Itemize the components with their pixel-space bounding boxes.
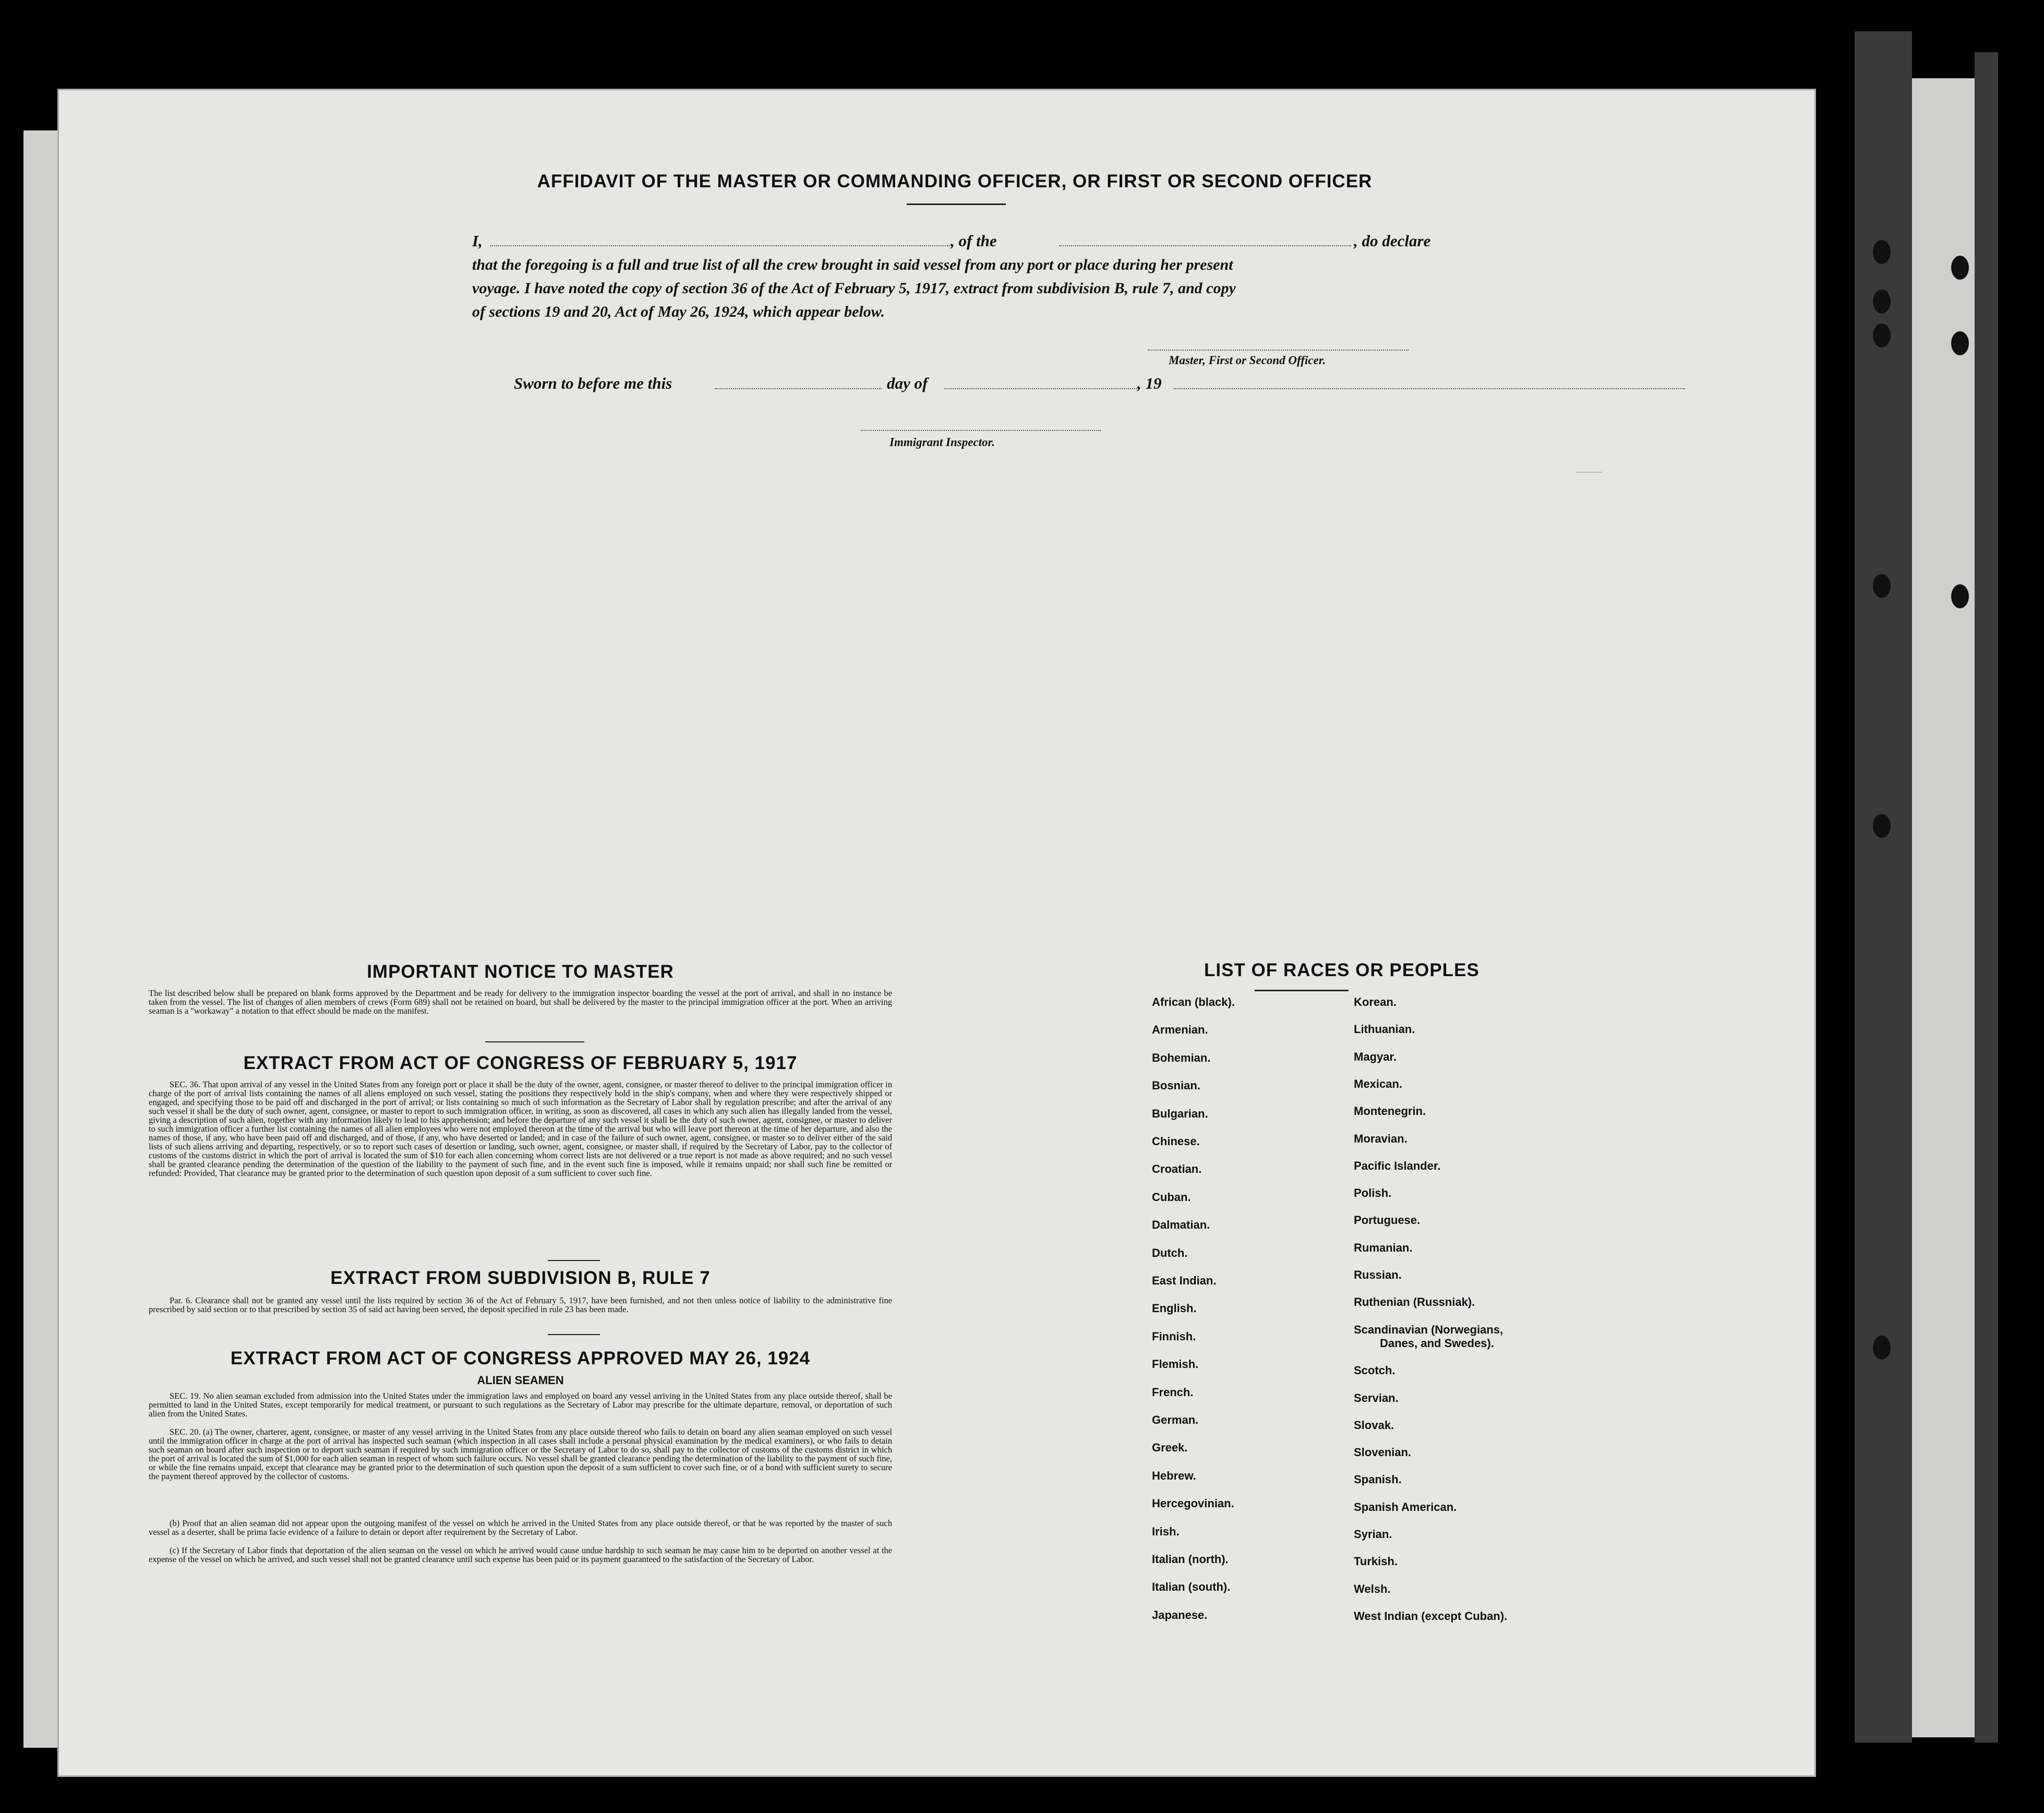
race-item: East Indian. [1152,1274,1217,1287]
affidavit-line1-i: I, [472,232,483,250]
race-item: Polish. [1354,1186,1392,1200]
race-item: Hebrew. [1152,1469,1196,1482]
race-item: Danes, and Swedes). [1380,1336,1494,1350]
race-item: African (black). [1152,995,1235,1008]
affidavit-line1-declare: , do declare [1354,232,1431,250]
sworn-year-field[interactable] [1174,387,1685,389]
race-item: German. [1152,1413,1199,1426]
sworn-day-of: day of [887,374,928,392]
race-item: French. [1152,1385,1194,1399]
race-item: Italian (north). [1152,1553,1229,1566]
race-item: Italian (south). [1152,1580,1231,1594]
inspector-signature-label: Immigrant Inspector. [889,436,995,449]
race-item: Montenegrin. [1354,1104,1426,1118]
race-item: Moravian. [1354,1132,1408,1145]
notice-title: IMPORTANT NOTICE TO MASTER [367,962,674,982]
race-item: Flemish. [1152,1358,1199,1371]
vessel-name-field[interactable] [1059,244,1351,246]
race-item: Servian. [1354,1391,1399,1404]
extract-1924-sec20a: SEC. 20. (a) The owner, charterer, agent, consignee, or master of any vessel arriving in the United States from any place outside thereof who fails to detain on board any alien seaman employed on such vessel until the immigration officer in charge at the port of arrival has inspected such seaman (which inspection in all cases shall include a personal physical examination by the medical examiners), or who fails to detain such seaman on board after such inspection or to deport such seaman if required by such immigration officer or the Secretary of Labor to do so, shall pay to the collector of customs of the customs district in which the port of arrival is located the sum of $1,000 for each alien seaman in respect of whom such failure occurs. No vessel shall be granted clearance pending the determination of the liability to the payment of such fine, or while the fine remains unpaid, except that clearance may be granted prior to the determination of such question upon the deposit of a sum sufficient to cover such fine, or of a bond with sufficient surety to secure the payment thereof approved by the collector of customs. [149,1427,892,1481]
race-item: Chinese. [1152,1135,1200,1148]
races-title-underline [1255,990,1349,991]
race-item: Cuban. [1152,1190,1191,1204]
extract-1924-sec20c: (c) If the Secretary of Labor finds that deportation of the alien seaman on the vessel on which he arrived would cause undue hardship to such seaman he may cause him to be deported on another vessel at the expense of the vessel on which he arrived, and such vessel shall not be granted clearance until such expense has been paid or its payment guaranteed to the satisfaction of the Secretary of Labor. [149,1545,892,1564]
binder-hole [1873,290,1891,314]
sworn-year-prefix: , 19 [1137,374,1162,392]
race-item: Syrian. [1354,1528,1392,1541]
sworn-month-field[interactable] [944,387,1137,389]
race-item: Scandinavian (Norwegians, [1354,1323,1504,1336]
race-item: English. [1152,1302,1197,1315]
race-item: Magyar. [1354,1050,1397,1063]
sworn-day-field[interactable] [715,387,882,389]
binder-hole [1873,1336,1891,1360]
affidavit-line2: that the foregoing is a full and true list of all the crew brought in said vessel from any port or place during her present [472,256,1233,273]
binder-hole [1951,584,1969,608]
extract-rule7-text: Par. 6. Clearance shall not be granted any vessel until the lists required by section 36 of the Act of February 5, 1917, have been furnished, and not then unless notice of liability to the administrative fine prescribed by said section or to that prescribed by section 35 of said act having been served, the deposit specified in rule 23 has been made. [149,1295,892,1314]
race-item: Scotch. [1354,1364,1396,1377]
extract-1917-text: SEC. 36. That upon arrival of any vessel in the United States from any foreign port or place it shall be the duty of the owner, agent, consignee, or master thereof to deliver to the principal immigration officer in charge of the port of arrival lists containing the names of all aliens employed on such vessel, stating the positions they respectively hold in the ship's company, when and where they were respectively shipped or engaged, and specifying those to be paid off and discharged in the port of arrival; or lists containing so much of such information as the Secretary of Labor shall by regulation prescribe; and after the arrival of any such vessel it shall be the duty of such owner, agent, consignee, or master to report to such immigration officer, in writing, as soon as discovered, all cases in which any such alien has illegally landed from the vessel, giving a description of such alien, together with any information likely to lead to his apprehension; and before the departure of any such vessel it shall be the duty of such owner, agent, consignee, or master to deliver to such immigration officer a further list containing the names of all alien employees who were not employed thereon at the time of the arrival but who will leave port thereon at the time of her departure, and also the names of those, if any, who have been paid off and discharged, and of those, if any, who have deserted or landed; and in case of the failure of such owner, agent, consignee, or master so to deliver either of the said lists of such aliens arriving and departing, respectively, or so to report such cases of desertion or landing, such owner, agent, consignee, or master shall, if required by the Secretary of Labor, pay to the collector of customs of the customs district in which the port of arrival is located the sum of $10 for each alien concerning whom correct lists are not delivered or a true report is not made as above required; and no such vessel shall be granted clearance pending the determination of the question of the liability to the payment of such fine, and in the event such fine is imposed, while it remains unpaid; nor shall such fine be remitted or refunded: Provided, That clearance may be granted prior to the determination of such question upon deposit of a sum sufficient to cover such fine. [149,1079,892,1178]
binder-hole [1951,256,1969,280]
race-item: Croatian. [1152,1162,1202,1176]
master-signature-line[interactable] [1148,349,1409,351]
binder-strip [1855,31,1912,1743]
affidavit-line1-of-the: , of the [951,232,997,250]
race-item: Bosnian. [1152,1079,1200,1092]
bleed-through-text: ——— [1576,464,1602,481]
extract-rule7-title: EXTRACT FROM SUBDIVISION B, RULE 7 [330,1268,711,1288]
race-item: Mexican. [1354,1077,1402,1090]
affidavit-line3: voyage. I have noted the copy of section 36 of the Act of February 5, 1917, extract from subdivision B, rule 7, and copy [472,280,1236,297]
race-item: Armenian. [1152,1023,1208,1037]
extract-1924-subtitle: ALIEN SEAMEN [477,1374,564,1387]
race-item: Russian. [1354,1268,1402,1281]
inspector-signature-line[interactable] [861,429,1101,431]
affidavit-title: AFFIDAVIT OF THE MASTER OR COMMANDING OFFICER, OR FIRST OR SECOND OFFICER [537,171,1373,191]
binder-hole [1951,331,1969,355]
race-item: Bulgarian. [1152,1107,1208,1120]
binder-page-edge [1912,78,1975,1737]
master-signature-label: Master, First or Second Officer. [1169,354,1326,367]
declarant-name-field[interactable] [490,244,949,246]
extract-1924-sec19: SEC. 19. No alien seaman excluded from admission into the United States under the immigration laws and employed on board any vessel arriving in the United States from any place outside thereof, shall be permitted to land in the United States, except temporarily for medical treatment, or pursuant to such regulations as the Secretary of Labor may prescribe for the ultimate departure, removal, or deportation of such alien from the United States. [149,1391,892,1419]
race-item: Greek. [1152,1441,1188,1455]
affidavit-line4: of sections 19 and 20, Act of May 26, 1924, which appear below. [472,303,885,320]
race-item: Dutch. [1152,1246,1188,1259]
binder-hole [1873,323,1891,347]
race-item: Korean. [1354,995,1397,1008]
extract-1924-sec20b: (b) Proof that an alien seaman did not appear upon the outgoing manifest of the vessel on which he arrived in the United States from any place outside thereof, or that he was reported by the master of such vessel as a deserter, shall be prima facie evidence of a failure to detain or deport after requirement by the Secretary of Labor. [149,1518,892,1537]
section-divider [548,1334,600,1335]
binder-hole [1873,240,1891,264]
race-item: Slovenian. [1354,1446,1412,1459]
race-item: Irish. [1152,1524,1180,1538]
race-item: Welsh. [1354,1582,1391,1595]
section-divider [548,1260,600,1261]
race-item: West Indian (except Cuban). [1354,1609,1508,1623]
notice-text: The list described below shall be prepared on blank forms approved by the Department and be ready for delivery to the immigration inspector boarding the vessel at the port of arrival, and shall in no instance be taken from the vessel. The list of changes of alien members of crews (Form 689) shall not be retained on board, but shall be delivered by the master to the principal immigration officer at the port. When an arriving seaman is a "workaway" a notation to that effect should be made on the manifest. [149,988,892,1016]
section-divider [485,1041,584,1042]
binder-hole [1873,814,1891,838]
race-item: Turkish. [1354,1555,1398,1568]
race-item: Pacific Islander. [1354,1159,1441,1172]
race-item: Ruthenian (Russniak). [1354,1295,1475,1309]
race-item: Rumanian. [1354,1241,1413,1254]
race-item: Spanish American. [1354,1500,1457,1514]
binder-strip-outer [1975,52,1998,1743]
races-title: LIST OF RACES OR PEOPLES [1204,960,1480,980]
race-item: Bohemian. [1152,1051,1211,1064]
race-item: Spanish. [1354,1473,1402,1486]
race-item: Finnish. [1152,1329,1196,1343]
race-item: Dalmatian. [1152,1218,1210,1232]
race-item: Slovak. [1354,1418,1394,1432]
extract-1917-title: EXTRACT FROM ACT OF CONGRESS OF FEBRUARY 5, 1917 [243,1053,798,1073]
extract-1924-title: EXTRACT FROM ACT OF CONGRESS APPROVED MAY 26, 1924 [230,1348,811,1368]
sworn-text: Sworn to before me this [514,374,672,392]
affidavit-title-underline [907,203,1006,205]
race-item: Lithuanian. [1354,1023,1415,1036]
binder-hole [1873,574,1891,598]
race-item: Portuguese. [1354,1214,1421,1227]
race-item: Japanese. [1152,1608,1208,1622]
race-item: Hercegovinian. [1152,1497,1234,1510]
